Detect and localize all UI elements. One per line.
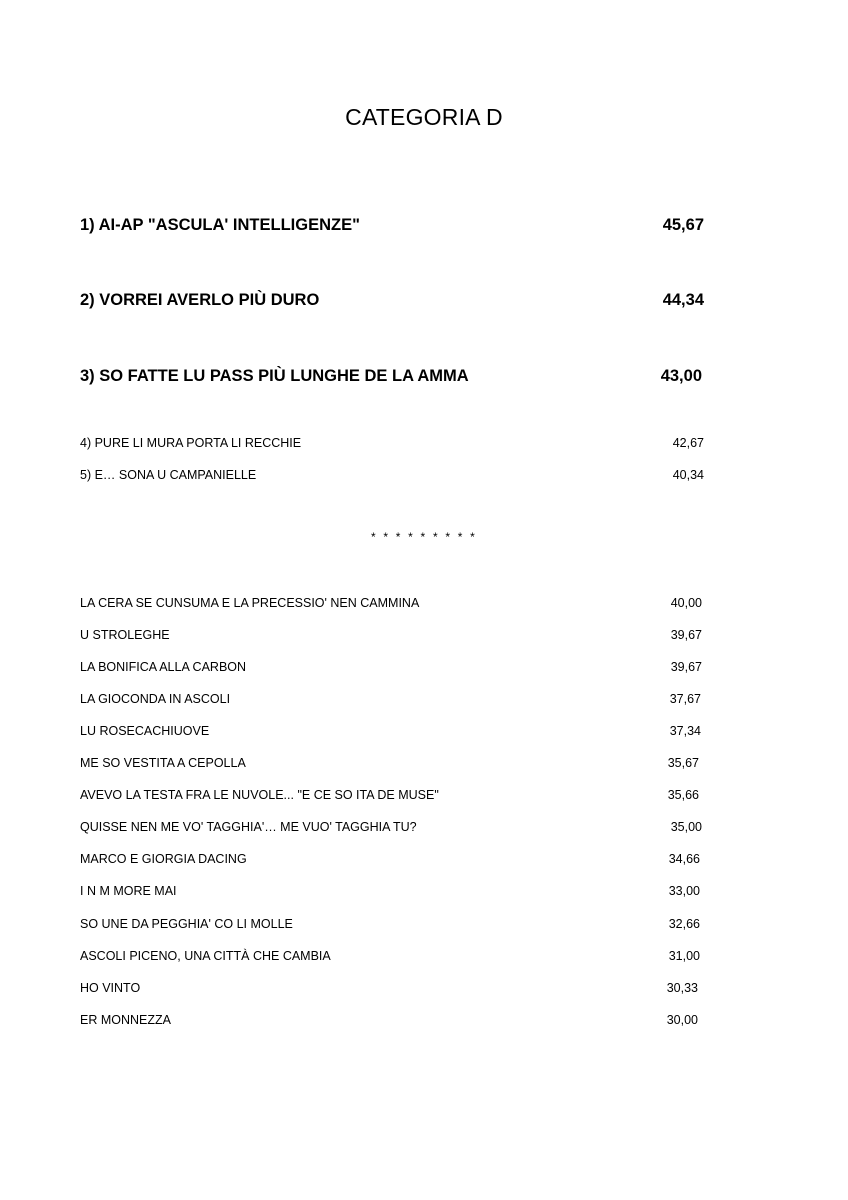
list-item xyxy=(80,820,702,834)
list-item xyxy=(80,917,700,931)
entry-name: 2) VORREI AVERLO PIÙ DURO xyxy=(80,291,320,309)
entry-name: SO UNE DA PEGGHIA' CO LI MOLLE xyxy=(80,917,293,931)
entry-name: 3) SO FATTE LU PASS PIÙ LUNGHE DE LA AMMA xyxy=(80,367,469,385)
entry-score: 35,67 xyxy=(667,756,699,770)
list-item xyxy=(80,949,700,963)
entry-name: I N M MORE MAI xyxy=(80,884,177,898)
entry-name: ASCOLI PICENO, UNA CITTÀ CHE CAMBIA xyxy=(80,949,331,963)
entry-score: 35,66 xyxy=(667,788,699,802)
page-title: CATEGORIA D xyxy=(345,104,503,130)
entry-score: 40,34 xyxy=(672,468,704,482)
entry-name: HO VINTO xyxy=(80,981,141,995)
entry-score: 44,34 xyxy=(662,291,704,309)
entry-name: LA BONIFICA ALLA CARBON xyxy=(80,660,247,674)
entry-score: 45,67 xyxy=(662,216,704,234)
entry-name: AVEVO LA TESTA FRA LE NUVOLE... "E CE SO ITA DE MUSE" xyxy=(80,788,439,802)
entry-name: ME SO VESTITA A CEPOLLA xyxy=(80,756,246,770)
list-item xyxy=(80,788,699,802)
entry-score: 35,00 xyxy=(670,820,702,834)
podium-row-3 xyxy=(80,367,702,386)
podium-row-1 xyxy=(80,216,704,235)
entry-name: 5) E… SONA U CAMPANIELLE xyxy=(80,468,257,482)
entry-name: U STROLEGHE xyxy=(80,628,170,642)
entry-score: 37,67 xyxy=(669,692,701,706)
entry-score: 30,33 xyxy=(666,981,698,995)
entry-name: 4) PURE LI MURA PORTA LI RECCHIE xyxy=(80,436,302,450)
runner-up-row-5 xyxy=(80,468,704,482)
entry-score: 42,67 xyxy=(672,436,704,450)
entry-name: QUISSE NEN ME VO' TAGGHIA'… ME VUO' TAGGHIA TU? xyxy=(80,820,417,834)
list-item xyxy=(80,884,700,898)
list-item xyxy=(80,1013,698,1027)
list-item xyxy=(80,692,701,706)
entry-score: 39,67 xyxy=(670,628,702,642)
podium-row-2 xyxy=(80,291,704,310)
entry-name: ER MONNEZZA xyxy=(80,1013,171,1027)
list-item xyxy=(80,660,702,674)
entry-score: 31,00 xyxy=(668,949,700,963)
entry-score: 33,00 xyxy=(668,884,700,898)
list-item xyxy=(80,852,700,866)
entry-name: LA CERA SE CUNSUMA E LA PRECESSIO' NEN CAMMINA xyxy=(80,596,420,610)
list-item xyxy=(80,981,698,995)
entry-name: 1) AI-AP "ASCULA' INTELLIGENZE" xyxy=(80,216,360,234)
entry-name: LA GIOCONDA IN ASCOLI xyxy=(80,692,231,706)
entry-score: 34,66 xyxy=(668,852,700,866)
entry-score: 32,66 xyxy=(668,917,700,931)
runner-up-row-4 xyxy=(80,436,704,450)
entry-score: 43,00 xyxy=(660,367,702,385)
list-item xyxy=(80,596,702,610)
entry-score: 39,67 xyxy=(670,660,702,674)
list-item xyxy=(80,628,702,642)
entry-name: LU ROSECACHIUOVE xyxy=(80,724,210,738)
entry-score: 40,00 xyxy=(670,596,702,610)
entry-score: 37,34 xyxy=(669,724,701,738)
list-item xyxy=(80,756,699,770)
entry-name: MARCO E GIORGIA DACING xyxy=(80,852,247,866)
list-item xyxy=(80,724,701,738)
entry-score: 30,00 xyxy=(666,1013,698,1027)
asterisk-separator: * * * * * * * * * xyxy=(370,530,478,544)
